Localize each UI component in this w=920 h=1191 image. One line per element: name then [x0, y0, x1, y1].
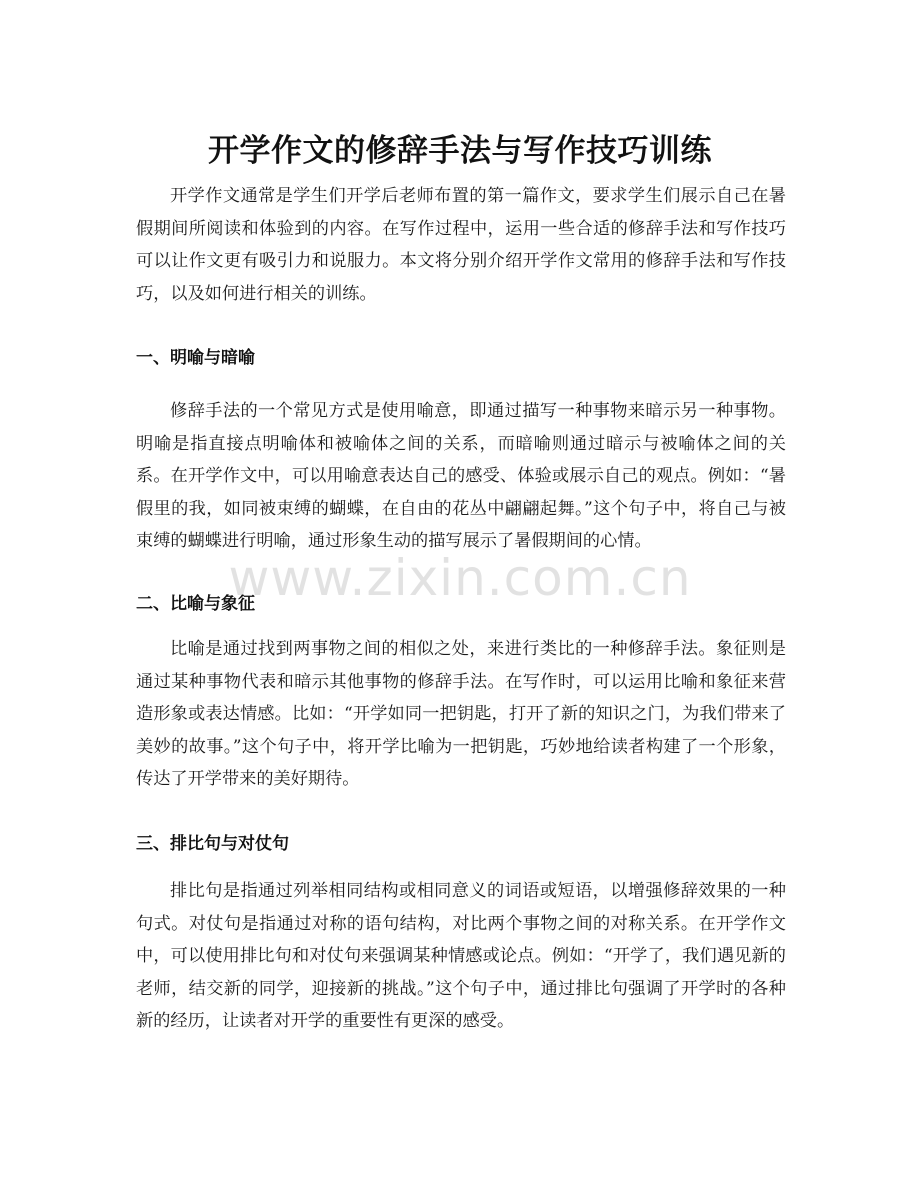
section-1-body: 修辞手法的一个常见方式是使用喻意，即通过描写一种事物来暗示另一种事物。明喻是指直接点明喻体和被喻体之间的关系，而暗喻则通过暗示与被喻体之间的关系。在开学作文中，可以用喻意表达自己的感受、体验或展示自己的观点。例如：“暑假里的我，如同被束缚的蝴蝶，在自由的花丛中翩翩起舞。”这个句子中，将自己与被束缚的蝴蝶进行明喻，通过形象生动的描写展示了暑假期间的心情。 [136, 401, 786, 551]
section-2-heading: 二、比喻与象征 [136, 594, 255, 614]
section-1-heading: 一、明喻与暗喻 [136, 348, 255, 368]
document-title: 开学作文的修辞手法与写作技巧训练 [208, 132, 712, 169]
watermark: www.zixin.com.cn [228, 549, 692, 607]
section-3-heading: 三、排比句与对仗句 [136, 834, 289, 854]
intro-paragraph: 开学作文通常是学生们开学后老师布置的第一篇作文，要求学生们展示自己在暑假期间所阅读和体验到的内容。在写作过程中，运用一些合适的修辞手法和写作技巧可以让作文更有吸引力和说服力。本文将分别介绍开学作文常用的修辞手法和写作技巧，以及如何进行相关的训练。 [136, 186, 786, 304]
section-3-body: 排比句是指通过列举相同结构或相同意义的词语或短语，以增强修辞效果的一种句式。对仗句是指通过对称的语句结构，对比两个事物之间的对称关系。在开学作文中，可以使用排比句和对仗句来强调某种情感或论点。例如：“开学了，我们遇见新的老师，结交新的同学，迎接新的挑战。”这个句子中，通过排比句强调了开学时的各种新的经历，让读者对开学的重要性有更深的感受。 [136, 881, 786, 1031]
section-2-body: 比喻是通过找到两事物之间的相似之处，来进行类比的一种修辞手法。象征则是通过某种事物代表和暗示其他事物的修辞手法。在写作时，可以运用比喻和象征来营造形象或表达情感。比如：“开学如同一把钥匙，打开了新的知识之门，为我们带来了美妙的故事。”这个句子中，将开学比喻为一把钥匙，巧妙地给读者构建了一个形象，传达了开学带来的美好期待。 [136, 639, 786, 789]
